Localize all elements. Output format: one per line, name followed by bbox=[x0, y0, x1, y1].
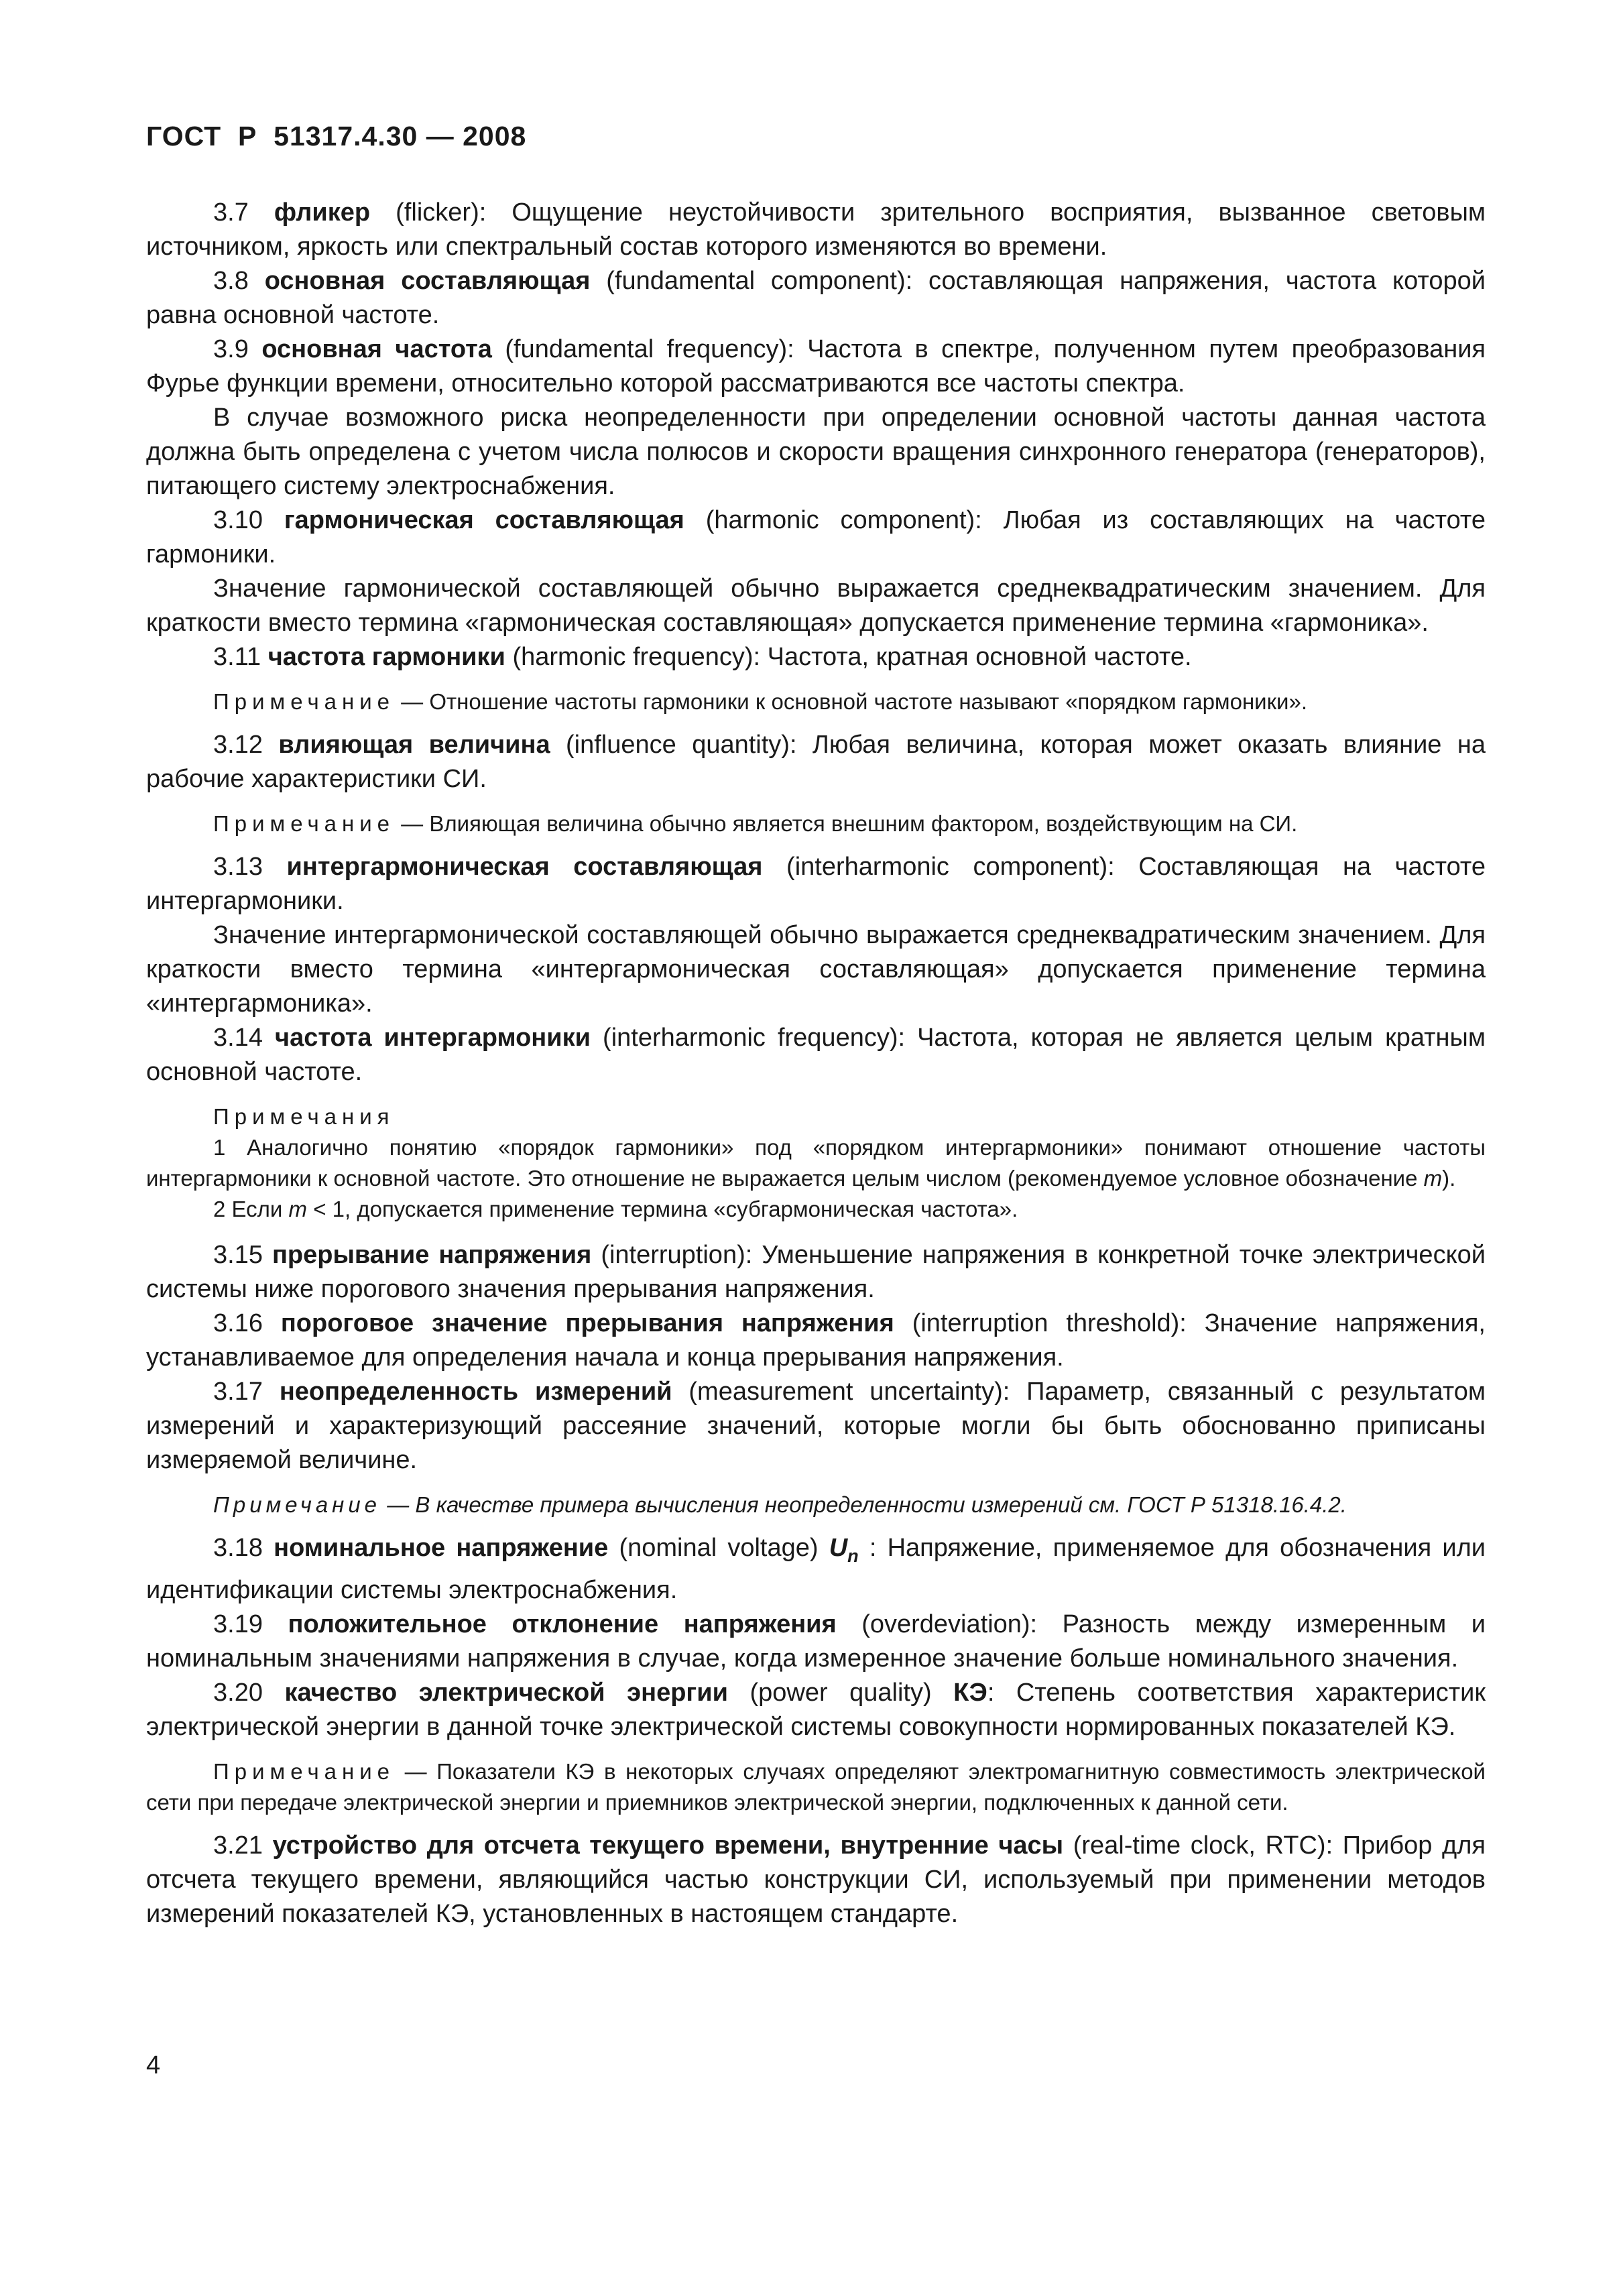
symbol-m: m bbox=[1423, 1166, 1443, 1191]
definition-text: (measurement uncertainty): Параметр, связанный с результатом измерений и характеризующий рассеяние значений, которые могли бы быть обоснованно приписаны измеряемой величине. bbox=[146, 1378, 1486, 1474]
definition-text: (real-time clock, RTC): Прибор для отсчета текущего времени, являющийся частью конструкции СИ, используемый при применении методов измерений показателей КЭ, установленных в настоящем стандарте. bbox=[146, 1831, 1486, 1928]
note-label: Примечание bbox=[213, 689, 396, 714]
body-paragraph: В случае возможного риска неопределенности при определении основной частоты данная частота должна быть определена с учетом числа полюсов и скорости вращения синхронного генератора (генераторов), питающего систему электроснабжения. bbox=[146, 404, 1486, 500]
note-item-1 bbox=[146, 1132, 1486, 1194]
note bbox=[146, 1756, 1486, 1818]
definition-text: (fundamental component): составляющая напряжения, частота которой равна основной частоте. bbox=[146, 267, 1486, 329]
term: прерывание напряжения bbox=[272, 1241, 592, 1269]
definition-text: (interharmonic frequency): Частота, которая не является целым кратным основной частоте. bbox=[146, 1024, 1486, 1086]
clause-number: 3.16 bbox=[213, 1309, 281, 1337]
term: неопределенность измерений bbox=[279, 1378, 672, 1406]
definition-text: : Напряжение, применяемое для обозначения или идентификации системы электроснабжения. bbox=[146, 1534, 1486, 1604]
note-item-text: 1 Аналогично понятию «порядок гармоники» под «порядком интергармоники» понимают отношение частоты интергармоники к основной частоте. Это отношение не выражается целым числом (рекомендуемое условное обозначение bbox=[146, 1135, 1486, 1191]
clause-number: 3.19 bbox=[213, 1610, 288, 1638]
definition-text: (harmonic frequency): Частота, кратная основной частоте. bbox=[505, 643, 1192, 671]
body-paragraph: Значение интергармонической составляющей обычно выражается среднеквадратическим значением. Для краткости вместо термина «интергармоническая составляющая» допускается применение термина «интергармоника». bbox=[146, 921, 1486, 1018]
definition-3-18 bbox=[146, 1531, 1486, 1608]
clause-number: 3.21 bbox=[213, 1831, 273, 1860]
term: номинальное напряжение bbox=[274, 1534, 609, 1562]
term: интергармоническая составляющая bbox=[286, 853, 763, 881]
note-item-text: < 1, допускается применение термина «субгармоническая частота». bbox=[307, 1197, 1018, 1221]
note-text: — Показатели КЭ в некоторых случаях определяют электромагнитную совместимость электрической сети при передаче электрической энергии и приемников электрической энергии, подключенных к данной сети. bbox=[146, 1759, 1486, 1815]
note-item-text: ). bbox=[1442, 1166, 1456, 1191]
note-label: Примечание bbox=[213, 1759, 396, 1784]
clause-number: 3.20 bbox=[213, 1679, 285, 1707]
definition-3-7 bbox=[146, 196, 1486, 264]
term: качество электрической энергии bbox=[284, 1679, 728, 1707]
note-item-2 bbox=[146, 1194, 1486, 1225]
definition-3-20 bbox=[146, 1676, 1486, 1744]
page-number: 4 bbox=[146, 2051, 161, 2079]
note-item-text: 2 Если bbox=[213, 1197, 289, 1221]
definition-3-12 bbox=[146, 728, 1486, 796]
term: фликер bbox=[274, 198, 371, 227]
definition-3-8 bbox=[146, 264, 1486, 333]
note bbox=[146, 1490, 1486, 1520]
clause-number: 3.7 bbox=[213, 198, 274, 227]
note bbox=[146, 808, 1486, 839]
definition-text: (harmonic component): Любая из составляющих на частоте гармоники. bbox=[146, 506, 1486, 568]
clause-number: 3.18 bbox=[213, 1534, 274, 1562]
document-body bbox=[146, 196, 1486, 1931]
note bbox=[146, 686, 1486, 717]
term-english: (nominal voltage) bbox=[608, 1534, 829, 1562]
clause-number: 3.10 bbox=[213, 506, 284, 534]
clause-number: 3.17 bbox=[213, 1378, 280, 1406]
clause-number: 3.9 bbox=[213, 335, 262, 363]
definition-3-13 bbox=[146, 850, 1486, 918]
term-english: (power quality) bbox=[727, 1679, 954, 1707]
clause-number: 3.14 bbox=[213, 1024, 276, 1052]
term: частота интергармоники bbox=[275, 1024, 591, 1052]
definition-text: (interharmonic component): Составляющая на частоте интергармоники. bbox=[146, 853, 1486, 915]
note-label: Примечание bbox=[213, 1492, 381, 1517]
note-text: — Отношение частоты гармоники к основной частоте называют «порядком гармоники». bbox=[395, 689, 1308, 714]
definition-text: (influence quantity): Любая величина, которая может оказать влияние на рабочие характеристики СИ. bbox=[146, 731, 1486, 793]
symbol-subscript-n: n bbox=[847, 1546, 859, 1566]
note-text: — Влияющая величина обычно является внешним фактором, воздействующим на СИ. bbox=[395, 811, 1298, 836]
term: основная составляющая bbox=[264, 267, 591, 295]
term: устройство для отсчета текущего времени, внутренние часы bbox=[272, 1831, 1064, 1860]
definition-3-9 bbox=[146, 333, 1486, 401]
notes-title: Примечания bbox=[213, 1104, 395, 1129]
definition-3-10 bbox=[146, 503, 1486, 572]
note-label: Примечание bbox=[213, 811, 396, 836]
note-text: — В качестве примера вычисления неопределенности измерений см. ГОСТ Р 51318.16.4.2. bbox=[381, 1492, 1347, 1517]
clause-number: 3.13 bbox=[213, 853, 287, 881]
definition-text: (flicker): Ощущение неустойчивости зрительного восприятия, вызванное световым источником, яркость или спектральный состав которого изменяются во времени. bbox=[146, 198, 1486, 261]
body-paragraph: Значение гармонической составляющей обычно выражается среднеквадратическим значением. Для краткости вместо термина «гармоническая составляющая» допускается применение термина «гармоника». bbox=[146, 575, 1486, 637]
definition-text: (interruption): Уменьшение напряжения в конкретной точке электрической системы ниже порогового значения прерывания напряжения. bbox=[146, 1241, 1486, 1303]
symbol-u: U bbox=[829, 1534, 848, 1562]
term: влияющая величина bbox=[278, 731, 550, 759]
clause-number: 3.15 bbox=[213, 1241, 272, 1269]
term: пороговое значение прерывания напряжения bbox=[280, 1309, 894, 1337]
definition-3-19 bbox=[146, 1608, 1486, 1676]
definition-3-16 bbox=[146, 1307, 1486, 1375]
definition-text: : Степень соответствия характеристик электрической энергии в данной точке электрической системы совокупности нормированных показателей КЭ. bbox=[146, 1679, 1486, 1741]
symbol-m: m bbox=[288, 1197, 308, 1221]
definition-3-21 bbox=[146, 1829, 1486, 1931]
clause-number: 3.12 bbox=[213, 731, 279, 759]
definition-text: (overdeviation): Разность между измеренным и номинальным значениями напряжения в случае, когда измеренное значение больше номинального значения. bbox=[146, 1610, 1486, 1673]
term: положительное отклонение напряжения bbox=[288, 1610, 837, 1638]
definition-3-15 bbox=[146, 1238, 1486, 1307]
definition-text: (interruption threshold): Значение напряжения, устанавливаемое для определения начала и конца прерывания напряжения. bbox=[146, 1309, 1486, 1372]
clause-number: 3.11 bbox=[213, 643, 268, 671]
definition-3-14 bbox=[146, 1021, 1486, 1089]
standard-header: ГОСТ Р 51317.4.30 — 2008 bbox=[146, 121, 527, 152]
definition-3-11 bbox=[146, 640, 1486, 674]
clause-number: 3.8 bbox=[213, 267, 265, 295]
definition-text: (fundamental frequency): Частота в спектре, полученном путем преобразования Фурье функции времени, относительно которой рассматриваются все частоты спектра. bbox=[146, 335, 1486, 398]
abbreviation: КЭ bbox=[953, 1679, 987, 1707]
definition-3-17 bbox=[146, 1375, 1486, 1477]
term: гармоническая составляющая bbox=[284, 506, 684, 534]
term: основная частота bbox=[261, 335, 492, 363]
term: частота гармоники bbox=[267, 643, 505, 671]
